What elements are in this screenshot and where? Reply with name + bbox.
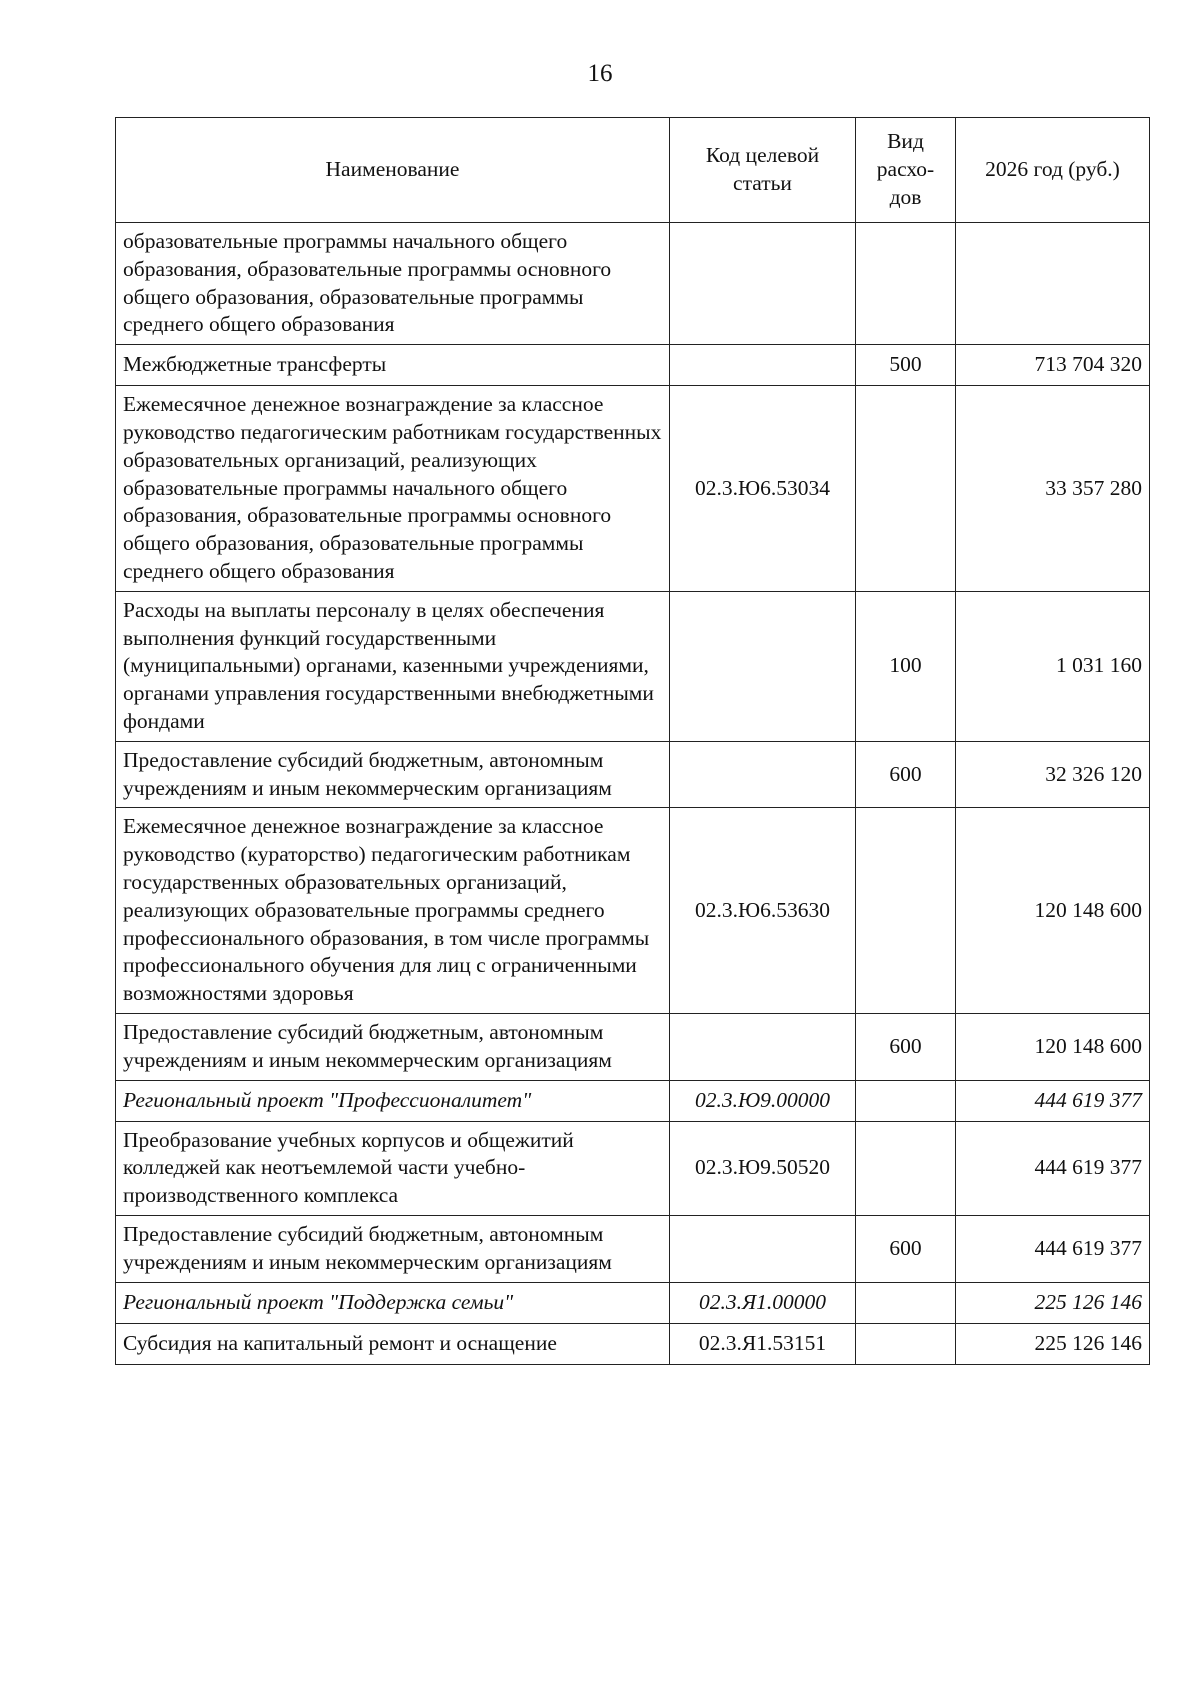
row-amount: 120 148 600 bbox=[956, 1013, 1150, 1080]
row-expense-type bbox=[856, 1080, 956, 1121]
table-row bbox=[116, 1215, 1150, 1282]
row-name: Расходы на выплаты персоналу в целях обеспечения выполнения функций государственными (муниципальными) органами, казенными учреждениями, органами управления государственными внебюджетными фондами bbox=[116, 591, 670, 741]
row-name: Межбюджетные трансферты bbox=[116, 345, 670, 386]
table-row-regional-project bbox=[116, 1080, 1150, 1121]
row-expense-type: 500 bbox=[856, 345, 956, 386]
row-name: Преобразование учебных корпусов и общежитий колледжей как неотъемлемой части учебно-производственного комплекса bbox=[116, 1121, 670, 1215]
table-row bbox=[116, 808, 1150, 1014]
row-expense-type bbox=[856, 808, 956, 1014]
row-name: Ежемесячное денежное вознаграждение за классное руководство (кураторство) педагогическим работникам государственных образовательных организаций, реализующих образовательные программы среднего профессионального образования, в том числе программы профессионального обучения для лиц с ограниченными возможностями здоровья bbox=[116, 808, 670, 1014]
row-expense-type: 600 bbox=[856, 1013, 956, 1080]
row-amount: 444 619 377 bbox=[956, 1215, 1150, 1282]
row-amount: 713 704 320 bbox=[956, 345, 1150, 386]
row-name: Предоставление субсидий бюджетным, автономным учреждениям и иным некоммерческим организациям bbox=[116, 1215, 670, 1282]
row-name: Ежемесячное денежное вознаграждение за классное руководство педагогическим работникам государственных образовательных организаций, реализующих образовательные программы начального общего образования, образовательные программы основного общего образования, образовательные программы среднего общего образования bbox=[116, 386, 670, 592]
row-amount: 444 619 377 bbox=[956, 1080, 1150, 1121]
row-expense-type bbox=[856, 1282, 956, 1323]
row-name: Региональный проект "Профессионалитет" bbox=[116, 1080, 670, 1121]
table-row bbox=[116, 1121, 1150, 1215]
row-code bbox=[670, 1215, 856, 1282]
row-code bbox=[670, 591, 856, 741]
row-code bbox=[670, 741, 856, 808]
row-code bbox=[670, 1013, 856, 1080]
table-row bbox=[116, 1013, 1150, 1080]
row-expense-type: 100 bbox=[856, 591, 956, 741]
table-row bbox=[116, 1323, 1150, 1364]
row-amount: 120 148 600 bbox=[956, 808, 1150, 1014]
row-expense-type: 600 bbox=[856, 1215, 956, 1282]
row-name: Региональный проект "Поддержка семьи" bbox=[116, 1282, 670, 1323]
row-name: Субсидия на капитальный ремонт и оснащение bbox=[116, 1323, 670, 1364]
row-expense-type bbox=[856, 223, 956, 345]
row-amount: 1 031 160 bbox=[956, 591, 1150, 741]
row-code: 02.3.Я1.00000 bbox=[670, 1282, 856, 1323]
row-expense-type bbox=[856, 1323, 956, 1364]
page-number: 16 bbox=[587, 60, 613, 87]
table-header-row bbox=[116, 118, 1150, 223]
row-amount: 225 126 146 bbox=[956, 1282, 1150, 1323]
row-amount: 225 126 146 bbox=[956, 1323, 1150, 1364]
row-code: 02.3.Ю9.00000 bbox=[670, 1080, 856, 1121]
row-amount: 33 357 280 bbox=[956, 386, 1150, 592]
row-expense-type: 600 bbox=[856, 741, 956, 808]
table-row bbox=[116, 386, 1150, 592]
header-amount-2026: 2026 год (руб.) bbox=[956, 118, 1150, 223]
row-code bbox=[670, 223, 856, 345]
header-expense-type: Вид расхо-дов bbox=[856, 118, 956, 223]
table-row bbox=[116, 223, 1150, 345]
budget-table bbox=[115, 117, 1150, 1365]
row-amount bbox=[956, 223, 1150, 345]
row-code: 02.3.Ю6.53630 bbox=[670, 808, 856, 1014]
table-row bbox=[116, 741, 1150, 808]
header-code: Код целевой статьи bbox=[670, 118, 856, 223]
table-row bbox=[116, 345, 1150, 386]
row-name: Предоставление субсидий бюджетным, автономным учреждениям и иным некоммерческим организациям bbox=[116, 741, 670, 808]
row-expense-type bbox=[856, 386, 956, 592]
header-name: Наименование bbox=[116, 118, 670, 223]
row-code: 02.3.Ю6.53034 bbox=[670, 386, 856, 592]
table-row-regional-project bbox=[116, 1282, 1150, 1323]
row-name: образовательные программы начального общего образования, образовательные программы основного общего образования, образовательные программы среднего общего образования bbox=[116, 223, 670, 345]
row-amount: 32 326 120 bbox=[956, 741, 1150, 808]
row-code: 02.3.Я1.53151 bbox=[670, 1323, 856, 1364]
row-code bbox=[670, 345, 856, 386]
row-name: Предоставление субсидий бюджетным, автономным учреждениям и иным некоммерческим организациям bbox=[116, 1013, 670, 1080]
table-row bbox=[116, 591, 1150, 741]
row-expense-type bbox=[856, 1121, 956, 1215]
row-amount: 444 619 377 bbox=[956, 1121, 1150, 1215]
row-code: 02.3.Ю9.50520 bbox=[670, 1121, 856, 1215]
